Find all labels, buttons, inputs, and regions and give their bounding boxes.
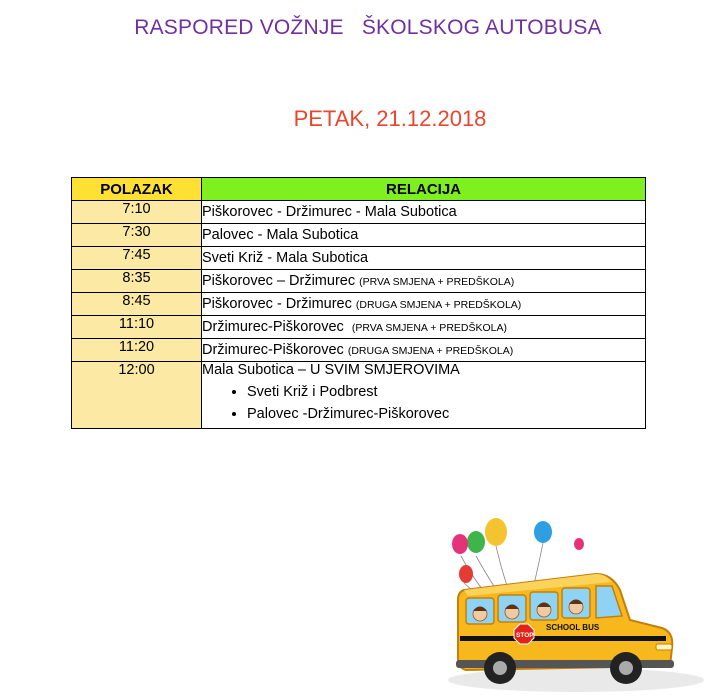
header-departure: POLAZAK [72,178,202,201]
schedule-table [71,177,646,429]
balloon [574,538,584,550]
table-row [72,247,646,270]
document-date: PETAK, 21.12.2018 [293,106,487,131]
route-cell [202,316,646,339]
route-cell [202,201,646,224]
table-row [72,201,646,224]
sub-route-list [202,381,645,425]
table-row [72,316,646,339]
route-cell [202,362,646,429]
route-cell [202,270,646,293]
route-name: Držimurec-Piškorovec [202,319,344,335]
departure-time: 8:35 [72,270,202,293]
route-name: Palovec - Mala Subotica [202,227,359,243]
departure-time: 11:20 [72,339,202,362]
departure-time: 7:45 [72,247,202,270]
balloon [534,521,552,543]
route-cell [202,293,646,316]
route-name: Držimurec-Piškorovec [202,342,344,358]
route-note: (PRVA SMJENA + PREDŠKOLA) [359,276,515,288]
route-note: (DRUGA SMJENA + PREDŠKOLA) [355,299,522,311]
table-row [72,293,646,316]
route-name: Sveti Križ - Mala Subotica [202,250,369,266]
stop-sign-text: STOP [516,632,534,639]
route-note: (DRUGA SMJENA + PREDŠKOLA) [347,345,514,357]
table-row [72,339,646,362]
wheel [484,652,516,684]
balloon [485,518,507,546]
wheel [610,652,642,684]
departure-time: 7:10 [72,201,202,224]
table-row [72,224,646,247]
route-cell [202,247,646,270]
school-bus-illustration [436,508,711,693]
departure-time: 12:00 [72,362,202,429]
departure-time: 11:10 [72,316,202,339]
departure-time: 7:30 [72,224,202,247]
table-row [72,270,646,293]
sub-route-item: • Palovec -Držimurec-Piškorovec [247,403,645,425]
sub-route-item: • Sveti Križ i Podbrest [247,381,645,403]
header-route: RELACIJA [202,178,646,201]
route-name: Mala Subotica – U SVIM SMJEROVIMA [202,362,460,378]
route-cell [202,224,646,247]
route-note: (PRVA SMJENA + PREDŠKOLA) [351,322,507,334]
table-row [72,362,646,429]
school-bus-sign-text: SCHOOL BUS [546,623,600,632]
departure-time: 8:45 [72,293,202,316]
route-cell [202,339,646,362]
document-title: RASPORED VOŽNJE ŠKOLSKOG AUTOBUSA [134,16,602,39]
route-name: Piškorovec - Držimurec - Mala Subotica [202,204,457,220]
balloon [459,565,473,583]
route-name: Piškorovec - Držimurec [202,296,352,312]
balloon [452,534,468,554]
route-name: Piškorovec – Držimurec [202,273,356,289]
balloon [467,531,485,553]
table-header-row [72,178,646,201]
